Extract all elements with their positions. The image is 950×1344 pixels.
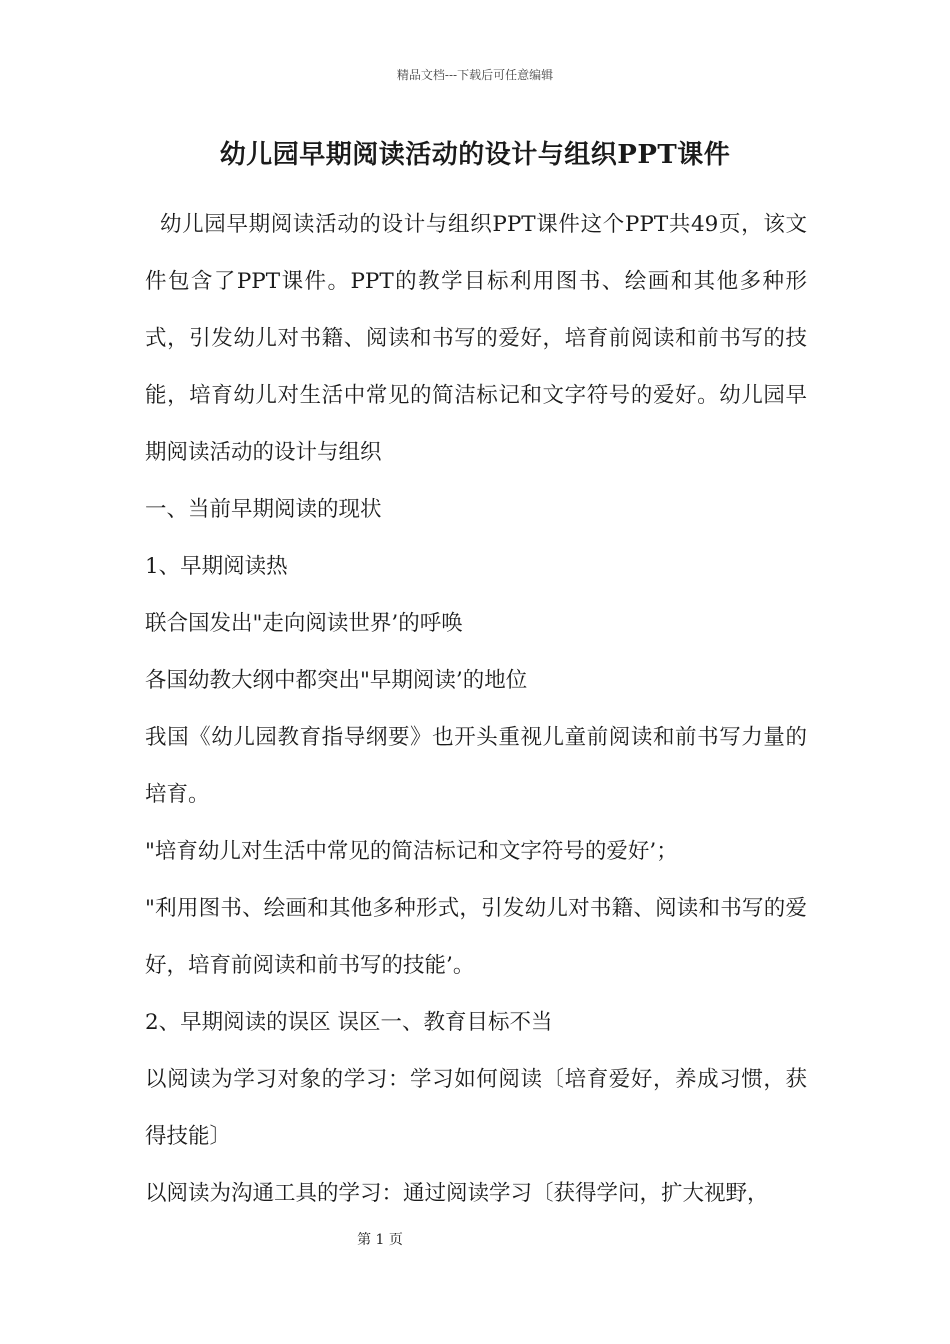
document-title: 幼儿园早期阅读活动的设计与组织PPT课件	[219, 140, 731, 170]
page-header-note: 精品文档---下载后可任意编辑	[396, 68, 554, 82]
subsection-heading-1: 1、早期阅读热	[145, 554, 288, 579]
body-paragraph: 以阅读为学习对象的学习：学习如何阅读〔培育爱好，养成习惯，获得技能〕	[145, 1067, 807, 1149]
quote-line: "培育幼儿对生活中常见的简洁标记和文字符号的爱好’；	[145, 839, 678, 864]
body-line: 各国幼教大纲中都突出"早期阅读’的地位	[145, 668, 528, 693]
quote-paragraph: "利用图书、绘画和其他多种形式，引发幼儿对书籍、阅读和书写的爱好，培育前阅读和前书写的技能’。	[145, 896, 807, 978]
intro-paragraph: 幼儿园早期阅读活动的设计与组织PPT课件这个PPT共49页，该文件包含了PPT课件。PPT的教学目标利用图书、绘画和其他多种形式，引发幼儿对书籍、阅读和书写的爱好，培育前阅读和前书写的技能，培育幼儿对生活中常见的简洁标记和文字符号的爱好。幼儿园早期阅读活动的设计与组织	[145, 212, 807, 465]
subsection-heading-2: 2、早期阅读的误区 误区一、教育目标不当	[145, 1010, 553, 1035]
body-line: 联合国发出"走向阅读世界’的呼唤	[145, 611, 463, 636]
document-body	[145, 196, 807, 1222]
body-paragraph: 我国《幼儿园教育指导纲要》也开头重视儿童前阅读和前书写力量的培育。	[145, 725, 807, 807]
section-heading-1: 一、当前早期阅读的现状	[145, 497, 382, 522]
page-number: 第 1 页	[357, 1232, 403, 1248]
body-line: 以阅读为沟通工具的学习：通过阅读学习〔获得学问，扩大视野，	[145, 1181, 769, 1206]
